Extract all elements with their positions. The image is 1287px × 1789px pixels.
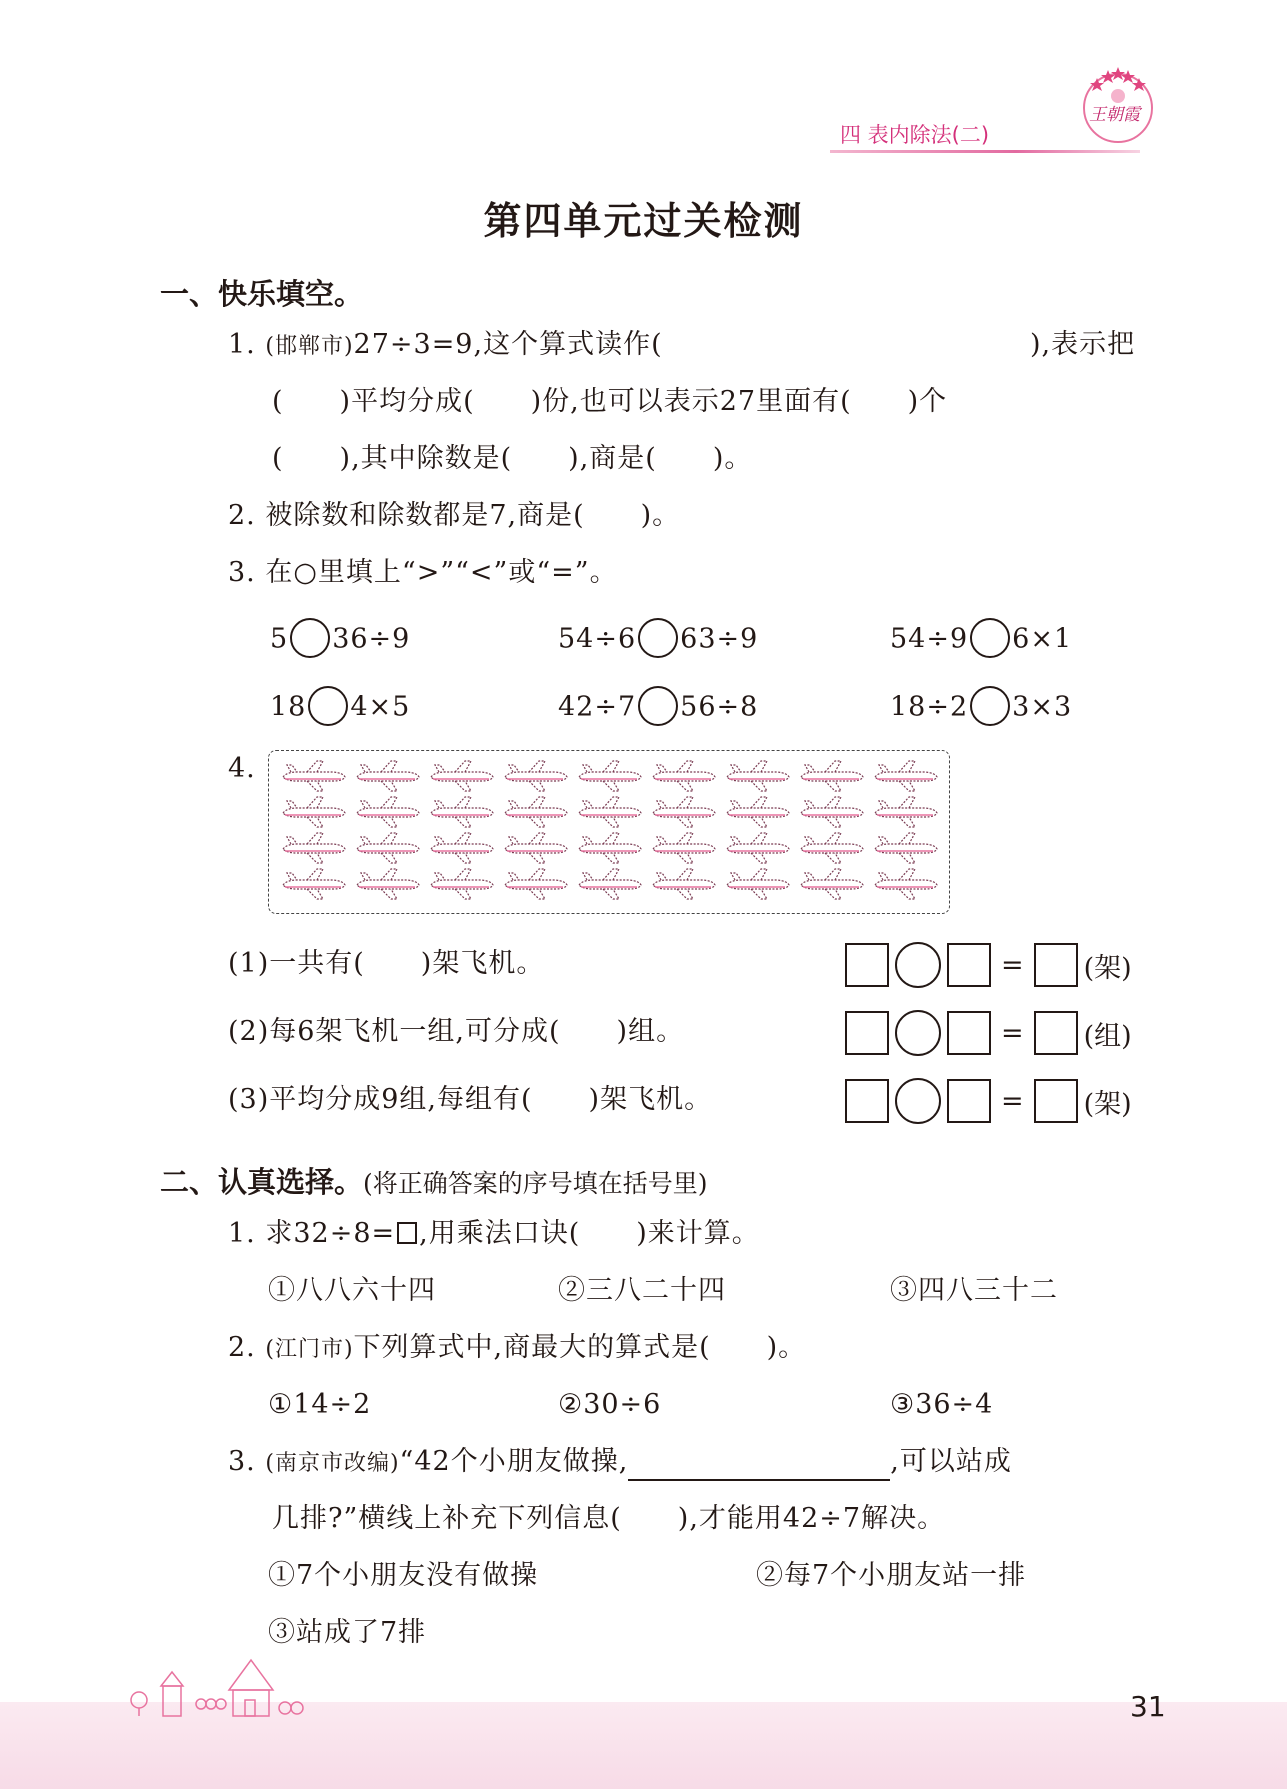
compare-item: [558, 620, 758, 660]
airplane-icon: [869, 831, 941, 865]
equation-row: [845, 1076, 1132, 1126]
s2-q3-source: (南京市改编): [265, 1451, 400, 1476]
airplane-icon: [647, 831, 719, 865]
option[interactable]: ①八八六十四: [268, 1275, 436, 1306]
castle-decoration: [125, 1650, 325, 1718]
compare-right: 63÷9: [680, 623, 759, 655]
airplane-icon: [647, 795, 719, 829]
q1-text: 27÷3=9,这个算式读作(: [353, 329, 663, 360]
blank-box[interactable]: [397, 1222, 417, 1244]
q4-sub1: (1)一共有( )架飞机。: [228, 948, 545, 979]
airplane-icon: [795, 831, 867, 865]
compare-circle[interactable]: [638, 686, 678, 726]
compare-left: 18: [270, 691, 307, 723]
compare-right: 36÷9: [332, 623, 411, 655]
q1-number: 1.: [228, 329, 256, 360]
airplane-icon: [277, 831, 349, 865]
answer-box[interactable]: [845, 1011, 889, 1055]
q4-number: 4.: [228, 753, 256, 784]
q2-line: 2. 被除数和除数都是7,商是( )。: [228, 500, 681, 531]
option[interactable]: ②三八二十四: [558, 1275, 726, 1306]
compare-left: 54÷9: [890, 623, 969, 655]
plane-grid: [277, 759, 943, 903]
equals-sign: =: [1001, 949, 1024, 981]
section2-note: (将正确答案的序号填在括号里): [363, 1169, 708, 1198]
section2-heading-row: [160, 1160, 708, 1201]
airplane-icon: [425, 795, 497, 829]
answer-box[interactable]: [845, 943, 889, 987]
page-title: 第四单元过关检测: [483, 199, 804, 243]
compare-left: 18÷2: [890, 691, 969, 723]
airplane-icon: [721, 831, 793, 865]
compare-right: 56÷8: [680, 691, 759, 723]
plane-picture-frame: [268, 750, 950, 914]
q1-source: (邯郸市): [265, 334, 354, 359]
unit-label: (架): [1083, 952, 1132, 984]
answer-box[interactable]: [1034, 1079, 1078, 1123]
q1-line2: ( )平均分成( )份,也可以表示27里面有( )个: [272, 386, 948, 417]
airplane-icon: [721, 795, 793, 829]
compare-circle[interactable]: [638, 618, 678, 658]
compare-circle[interactable]: [970, 686, 1010, 726]
option[interactable]: ②30÷6: [558, 1389, 662, 1420]
equals-sign: =: [1001, 1085, 1024, 1117]
airplane-icon: [425, 759, 497, 793]
answer-box[interactable]: [947, 943, 991, 987]
fill-blank-line[interactable]: [628, 1453, 890, 1481]
q3-line: 3. 在○里填上“>”“<”或“=”。: [228, 557, 618, 588]
airplane-icon: [351, 759, 423, 793]
answer-box[interactable]: [845, 1079, 889, 1123]
q1-line1-end: ),表示把: [1030, 329, 1136, 360]
option[interactable]: ③四八三十二: [890, 1275, 1058, 1306]
compare-item: [270, 620, 410, 660]
operator-circle[interactable]: [895, 1010, 941, 1056]
airplane-icon: [499, 759, 571, 793]
airplane-icon: [721, 759, 793, 793]
s2-q2-text: 下列算式中,商最大的算式是( )。: [353, 1332, 807, 1363]
compare-item: [270, 688, 410, 728]
logo-badge: [1075, 60, 1161, 146]
s2-q3-number: 3.: [228, 1446, 256, 1477]
airplane-icon: [721, 867, 793, 901]
option[interactable]: ①14÷2: [268, 1389, 372, 1420]
compare-item: [890, 688, 1072, 728]
airplane-icon: [351, 867, 423, 901]
answer-box[interactable]: [1034, 943, 1078, 987]
equation-row: [845, 1008, 1132, 1058]
unit-label: (架): [1083, 1088, 1132, 1120]
q4-sub2: (2)每6架飞机一组,可分成( )组。: [228, 1016, 685, 1047]
q4-sub3: (3)平均分成9组,每组有( )架飞机。: [228, 1084, 713, 1115]
option[interactable]: ③站成了7排: [268, 1617, 427, 1648]
compare-circle[interactable]: [290, 618, 330, 658]
page-number: 31: [1130, 1690, 1166, 1723]
section2-heading: 二、认真选择。: [160, 1165, 364, 1199]
airplane-icon: [795, 795, 867, 829]
unit-tab: 四 表内除法(二): [840, 123, 990, 147]
s2-q1-post: ,用乘法口诀( )来计算。: [419, 1218, 760, 1249]
compare-left: 42÷7: [558, 691, 637, 723]
equation-row: [845, 940, 1132, 990]
airplane-icon: [869, 759, 941, 793]
s2-q3-line1: [228, 1445, 1012, 1481]
operator-circle[interactable]: [895, 942, 941, 988]
airplane-icon: [647, 759, 719, 793]
airplane-icon: [795, 759, 867, 793]
operator-circle[interactable]: [895, 1078, 941, 1124]
compare-circle[interactable]: [308, 686, 348, 726]
airplane-icon: [277, 867, 349, 901]
s2-q2-line: [228, 1331, 806, 1367]
s2-q1-pre: 1. 求32÷8=: [228, 1218, 396, 1249]
unit-underline: [830, 150, 1140, 153]
option[interactable]: ①7个小朋友没有做操: [268, 1560, 539, 1591]
airplane-icon: [277, 795, 349, 829]
unit-label: (组): [1083, 1020, 1132, 1052]
airplane-icon: [647, 867, 719, 901]
answer-box[interactable]: [947, 1011, 991, 1055]
s2-q3-text: “42个小朋友做操,: [399, 1446, 629, 1477]
logo-text: 王朝霞: [1089, 105, 1140, 125]
compare-right: 4×5: [350, 691, 411, 723]
compare-item: [558, 688, 758, 728]
s2-q3-line2: 几排?”横线上补充下列信息( ),才能用42÷7解决。: [272, 1503, 946, 1534]
q1-line1: [228, 328, 663, 364]
compare-item: [890, 620, 1072, 660]
airplane-icon: [869, 867, 941, 901]
airplane-icon: [351, 831, 423, 865]
option[interactable]: ③36÷4: [890, 1389, 994, 1420]
airplane-icon: [499, 867, 571, 901]
airplane-icon: [277, 759, 349, 793]
answer-box[interactable]: [1034, 1011, 1078, 1055]
airplane-icon: [869, 795, 941, 829]
s2-q1-line: [228, 1217, 760, 1251]
s2-q2-number: 2.: [228, 1332, 256, 1363]
airplane-icon: [499, 831, 571, 865]
airplane-icon: [573, 795, 645, 829]
airplane-icon: [425, 831, 497, 865]
equals-sign: =: [1001, 1017, 1024, 1049]
compare-left: 5: [270, 623, 289, 655]
airplane-icon: [425, 867, 497, 901]
compare-right: 6×1: [1012, 623, 1073, 655]
compare-right: 3×3: [1012, 691, 1073, 723]
q1-line3: ( ),其中除数是( ),商是( )。: [272, 443, 753, 474]
answer-box[interactable]: [947, 1079, 991, 1123]
airplane-icon: [573, 867, 645, 901]
option[interactable]: ②每7个小朋友站一排: [756, 1560, 1027, 1591]
section1-heading: 一、快乐填空。: [160, 277, 364, 311]
s2-q2-source: (江门市): [265, 1337, 354, 1362]
airplane-icon: [795, 867, 867, 901]
compare-left: 54÷6: [558, 623, 637, 655]
airplane-icon: [499, 795, 571, 829]
compare-circle[interactable]: [970, 618, 1010, 658]
airplane-icon: [351, 795, 423, 829]
airplane-icon: [573, 831, 645, 865]
s2-q3-end: ,可以站成: [890, 1446, 1012, 1477]
airplane-icon: [573, 759, 645, 793]
